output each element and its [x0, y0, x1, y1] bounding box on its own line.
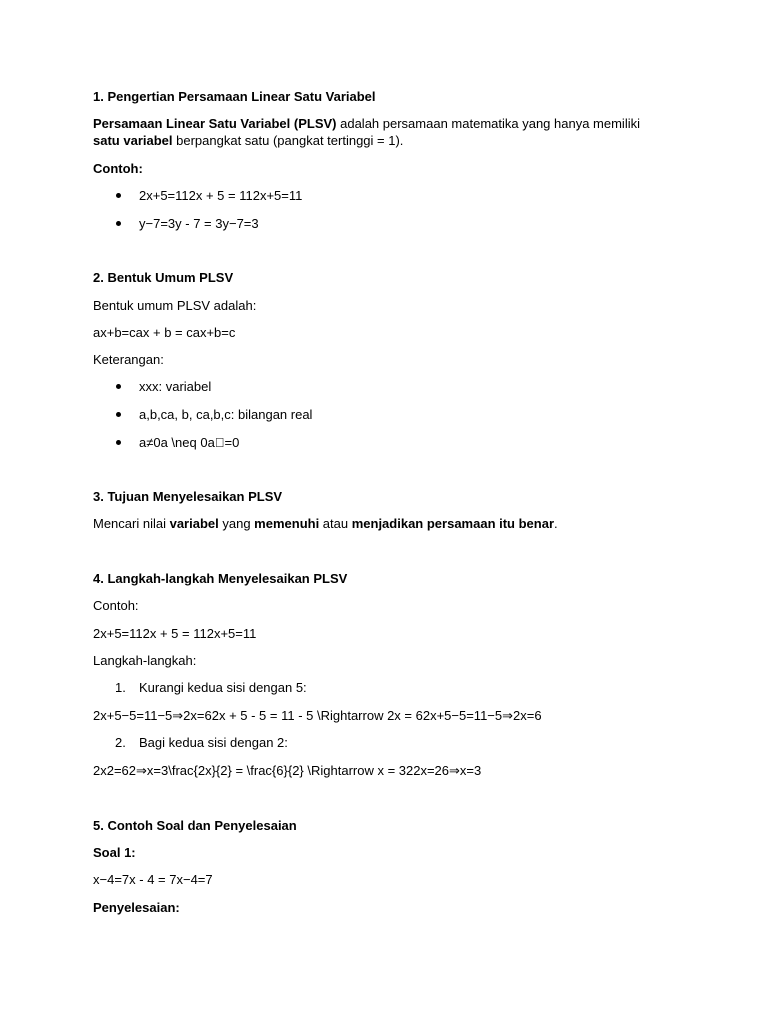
step-2-number: 2.	[115, 735, 126, 750]
bullet-dot	[116, 440, 121, 445]
step-1-number: 1.	[115, 680, 126, 695]
section-1-example-1: 2x+5=112x + 5 = 112x+5=11	[139, 188, 303, 203]
step-1-text: Kurangi kedua sisi dengan 5:	[139, 680, 307, 695]
bullet-dot	[116, 221, 121, 226]
bullet-dot	[116, 384, 121, 389]
section-1-example-2: y−7=3y - 7 = 3y−7=3	[139, 216, 259, 231]
step-2-text: Bagi kedua sisi dengan 2:	[139, 735, 288, 750]
bullet-dot	[116, 412, 121, 417]
term-plsv: Persamaan Linear Satu Variabel (PLSV)	[93, 116, 337, 131]
section-4-heading: 4. Langkah-langkah Menyelesaikan PLSV	[93, 571, 348, 586]
section-4-formula: 2x+5=112x + 5 = 112x+5=11	[93, 626, 257, 641]
section-2-item-2: a,b,ca, b, ca,b,c: bilangan real	[139, 407, 313, 422]
step-1-formula: 2x+5−5=11−5⇒2x=62x + 5 - 5 = 11 - 5 \Rightarrow 2x = 62x+5−5=11−5⇒2x=6	[93, 708, 542, 723]
section-4-langkah-label: Langkah-langkah:	[93, 653, 197, 668]
section-3-paragraph: Mencari nilai variabel yang memenuhi atau menjadikan persamaan itu benar.	[93, 516, 558, 531]
section-5-heading: 5. Contoh Soal dan Penyelesaian	[93, 818, 297, 833]
section-2-intro: Bentuk umum PLSV adalah:	[93, 298, 257, 313]
bullet-dot	[116, 193, 121, 198]
section-1-heading: 1. Pengertian Persamaan Linear Satu Variabel	[93, 89, 376, 104]
section-2-formula: ax+b=cax + b = cax+b=c	[93, 325, 236, 340]
section-4-contoh-label: Contoh:	[93, 598, 139, 613]
section-2-heading: 2. Bentuk Umum PLSV	[93, 270, 234, 285]
section-1-paragraph: Persamaan Linear Satu Variabel (PLSV) adalah persamaan matematika yang hanya memiliki satu variabel berpangkat satu (pangkat tertinggi = 1).	[93, 116, 640, 148]
section-1-contoh-label: Contoh:	[93, 161, 143, 176]
section-5-penyelesaian-label: Penyelesaian:	[93, 900, 180, 915]
step-2-formula: 2x2=62⇒x=3\frac{2x}{2} = \frac{6}{2} \Rightarrow x = 322x=26⇒x=3	[93, 763, 482, 778]
section-5-soal-label: Soal 1:	[93, 845, 136, 860]
section-2-item-1: xxx: variabel	[139, 379, 212, 394]
section-2-item-3: a≠0a \neq 0a =0	[139, 435, 234, 450]
section-3-heading: 3. Tujuan Menyelesaikan PLSV	[93, 489, 283, 504]
section-5-formula: x−4=7x - 4 = 7x−4=7	[93, 872, 213, 887]
section-2-keterangan: Keterangan:	[93, 352, 164, 367]
